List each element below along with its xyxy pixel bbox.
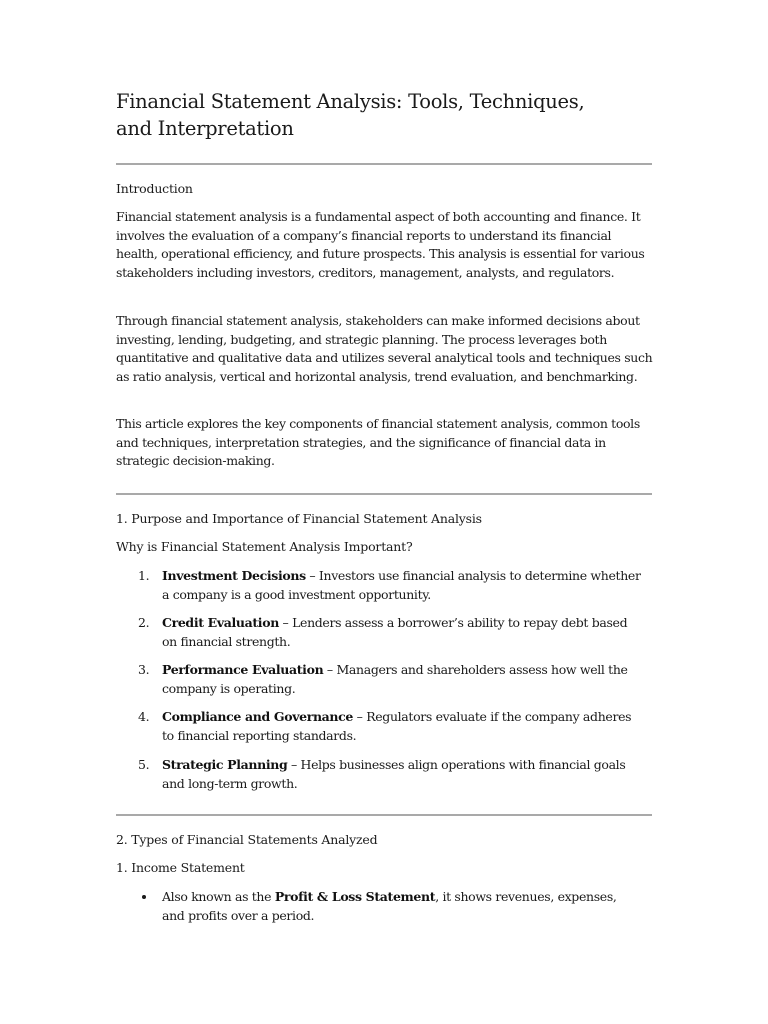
list-item-text: – Managers and shareholders assess how well the company is operating. bbox=[162, 662, 628, 696]
section-2-subheading: 1. Income Statement bbox=[116, 860, 245, 875]
title-line-2: and Interpretation bbox=[116, 117, 294, 140]
divider bbox=[116, 163, 652, 165]
list-item-text: – Regulators evaluate if the company adheres to financial reporting standards. bbox=[162, 709, 632, 743]
list-item-body bbox=[162, 661, 642, 698]
bullet-term: Profit & Loss Statement bbox=[274, 889, 436, 904]
document-title bbox=[116, 88, 652, 142]
intro-paragraph-2: Through financial statement analysis, stakeholders can make informed decisions about investing, lending, budgeting, and strategic planning. The process leverages both quantitative and qualitative data and utilizes several analytical tools and techniques such as ratio analysis, vertical and horizontal analysis, trend evaluation, and benchmarking. bbox=[116, 313, 653, 384]
list-item-body bbox=[162, 614, 642, 651]
list-item-body bbox=[162, 756, 642, 793]
list-item-body bbox=[162, 708, 642, 745]
list-item-number: 5. bbox=[138, 757, 150, 772]
list-item-term: Performance Evaluation bbox=[162, 662, 324, 677]
intro-paragraph-1: Financial statement analysis is a fundamental aspect of both accounting and finance. It involves the evaluation of a company’s financial reports to understand its financial health, operational efficiency, and future prospects. This analysis is essential for various stakeholders including investors, creditors, management, analysts, and regulators. bbox=[116, 209, 645, 280]
list-item-term: Compliance and Governance bbox=[162, 709, 354, 724]
divider bbox=[116, 814, 652, 816]
list-item-number: 4. bbox=[138, 709, 150, 724]
list-item-number: 3. bbox=[138, 662, 150, 677]
title-line-1: Financial Statement Analysis: Tools, Techniques, bbox=[116, 90, 585, 113]
list-item-term: Strategic Planning bbox=[162, 757, 288, 772]
list-item-body bbox=[162, 567, 642, 604]
list-item-term: Credit Evaluation bbox=[162, 615, 279, 630]
list-item-number: 1. bbox=[138, 568, 150, 583]
divider bbox=[116, 493, 652, 495]
section-1-subheading: Why is Financial Statement Analysis Important? bbox=[116, 539, 413, 554]
list-item-term: Investment Decisions bbox=[162, 568, 306, 583]
list-item-text: – Helps businesses align operations with financial goals and long-term growth. bbox=[162, 757, 626, 791]
intro-heading: Introduction bbox=[116, 181, 193, 196]
bullet-prefix: Also known as the bbox=[162, 889, 275, 904]
bullet-suffix: , it shows revenues, expenses, and profits over a period. bbox=[162, 889, 617, 923]
list-item-text: – Lenders assess a borrower’s ability to repay debt based on financial strength. bbox=[162, 615, 628, 649]
list-item-number: 2. bbox=[138, 615, 150, 630]
list-item-body bbox=[162, 888, 642, 925]
section-2-heading: 2. Types of Financial Statements Analyzed bbox=[116, 832, 378, 847]
bullet-icon bbox=[142, 895, 146, 899]
intro-paragraph-3: This article explores the key components of financial statement analysis, common tools and techniques, interpretation strategies, and the significance of financial data in strategic decision-making. bbox=[116, 416, 640, 469]
list-item-text: – Investors use financial analysis to determine whether a company is a good investment opportunity. bbox=[162, 568, 641, 602]
section-1-heading: 1. Purpose and Importance of Financial Statement Analysis bbox=[116, 511, 482, 526]
